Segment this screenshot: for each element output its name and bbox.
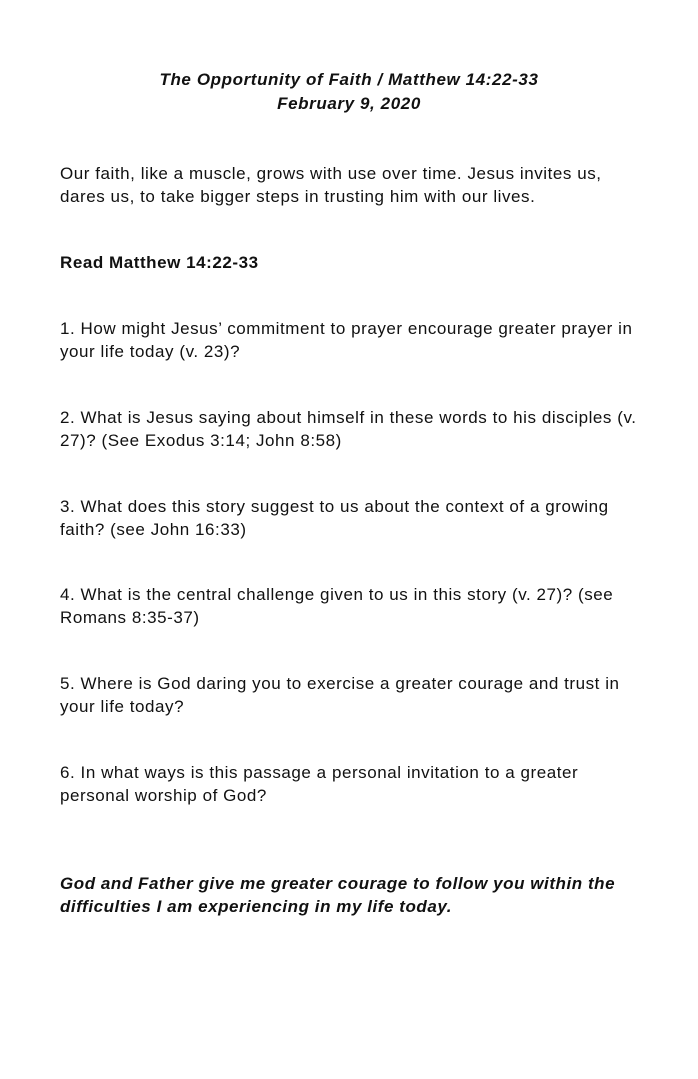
- closing-prayer: God and Father give me greater courage to follow you within the difficulties I am experiencing in my life today.: [60, 874, 616, 916]
- document-title: The Opportunity of Faith / Matthew 14:22-33: [159, 70, 539, 89]
- document-date: February 9, 2020: [277, 94, 421, 113]
- question-1: 1. How might Jesus’ commitment to prayer encourage greater prayer in your life today (v. 23)?: [60, 319, 633, 361]
- question-2: 2. What is Jesus saying about himself in these words to his disciples (v. 27)? (See Exodus 3:14; John 8:58): [60, 408, 637, 450]
- question-4: 4. What is the central challenge given to us in this story (v. 27)? (see Romans 8:35-37): [60, 585, 614, 627]
- question-6: 6. In what ways is this passage a personal invitation to a greater personal worship of God?: [60, 763, 579, 805]
- question-3: 3. What does this story suggest to us about the context of a growing faith? (see John 16:33): [60, 497, 609, 539]
- reading-heading: Read Matthew 14:22-33: [60, 253, 259, 272]
- question-5: 5. Where is God daring you to exercise a greater courage and trust in your life today?: [60, 674, 620, 716]
- intro-paragraph: Our faith, like a muscle, grows with use over time. Jesus invites us, dares us, to take bigger steps in trusting him with our lives.: [60, 164, 602, 206]
- document-header: [0, 68, 698, 116]
